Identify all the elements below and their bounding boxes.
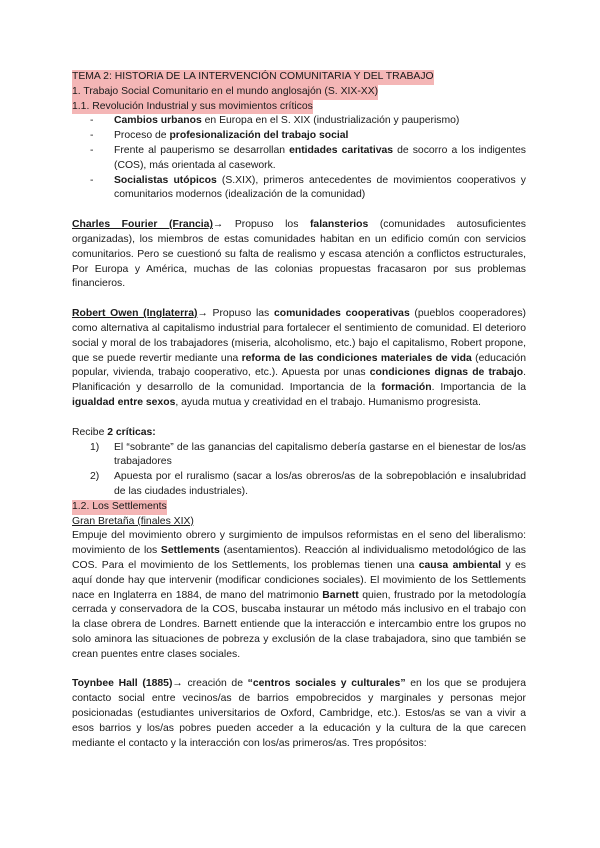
- list-item: 1) El “sobrante” de las ganancias del capitalismo debería gastarse en el bienestar de los/as trabajadores: [90, 441, 526, 468]
- paragraph-owen: Robert Owen (Inglaterra)→ Propuso las comunidades cooperativas (pueblos cooperadores) como alternativa al capitalismo industrial para fortalecer el sentimiento de comunidad. El deterioro social y moral de los trabajadores (miseria, alcoholismo, etc.) bajo el capitalismo, Robert propone, que se puede revertir mediante una reforma de las condiciones materiales de vida (educación popular, vivienda, trabajo cooperativo, etc.). Apuesta por unas condiciones dignas de trabajo. Planificación y desarrollo de la comunidad. Importancia de la formación. Importancia de la igualdad entre sexos, ayuda mutua y creatividad en el trabajo. Humanismo progresista.: [72, 308, 527, 408]
- list-item: - Cambios urbanos en Europa en el S. XIX (industrialización y pauperismo): [114, 114, 526, 129]
- list-item: - Frente al pauperismo se desarrollan entidades caritativas de socorro a los indigentes (COS), más orientada al casework.: [114, 144, 526, 174]
- list-item: - Socialistas utópicos (S.XIX), primeros antecedentes de movimientos cooperativos y comunitarios modernos (idealización de la comunidad): [114, 174, 526, 204]
- criticas-list: [72, 441, 526, 500]
- subheading-gran-bretana: Gran Bretaña (finales XIX): [72, 515, 194, 527]
- list-item: 2) Apuesta por el ruralismo (sacar a los/as obreros/as de la sobrepoblación e insalubridad de las ciudades industriales).: [90, 471, 526, 497]
- heading-section-1-1: 1.1. Revolución Industrial y sus movimientos críticos: [72, 100, 526, 115]
- heading-section-1: 1. Trabajo Social Comunitario en el mundo anglosajón (S. XIX-XX): [72, 85, 526, 100]
- document-page: [72, 70, 526, 751]
- bullet-list: [72, 114, 526, 203]
- list-item: - Proceso de profesionalización del trabajo social: [114, 129, 526, 144]
- criticas-intro: Recibe 2 críticas:: [72, 426, 156, 438]
- paragraph-fourier: Charles Fourier (Francia)→ Propuso los falansterios (comunidades autosuficientes organizadas), los miembros de estas comunidades habitan en un edificio común con servicios comunitarios. Pero se cuestionó su falta de realismo y escasa atención a conflictos estructurales, Por Europa y América, muchas de las colonias propuestas fracasaron por sus problemas financieros.: [72, 219, 526, 290]
- paragraph-toynbee: Toynbee Hall (1885)→ creación de “centros sociales y culturales” en los que se produjera contacto social entre vecinos/as de barrios empobrecidos y marginales y personas mejor posicionadas (estudiantes universitarios de Oxford, Cambridge, etc.). Estos/as se van a vivir a esos barrios y los/as pobres pueden acceder a la educación y la cultura de la que carecen mediante el contacto y la interacción con los/as primeros/as. Tres propósitos:: [72, 678, 526, 749]
- paragraph-settlements: Empuje del movimiento obrero y surgimiento de impulsos reformistas en el seno del liberalismo: movimiento de los Settlements (asentamientos). Reacción al individualismo metodológico de las COS. Para el movimiento de los Settlements, los problemas tienen una causa ambiental y es aquí donde hay que intervenir (modificar condiciones sociales). El movimiento de los Settlements nace en Inglaterra en 1884, de mano del matrimonio Barnett quien, frustrado por la metodología cerrada y conservadora de la COS, buscaba instaurar un método más inclusivo en el trabajo con la clase obrera de Londres. Barnett entiende que la interacción e intercambio entre los grupos no solo aminora las situaciones de pobreza y exclusión de la clase trabajadora, sino que también se crean puentes entre clases sociales.: [72, 530, 526, 660]
- heading-tema: TEMA 2: HISTORIA DE LA INTERVENCIÓN COMUNITARIA Y DEL TRABAJO: [72, 70, 526, 85]
- heading-section-1-2: 1.2. Los Settlements: [72, 500, 526, 515]
